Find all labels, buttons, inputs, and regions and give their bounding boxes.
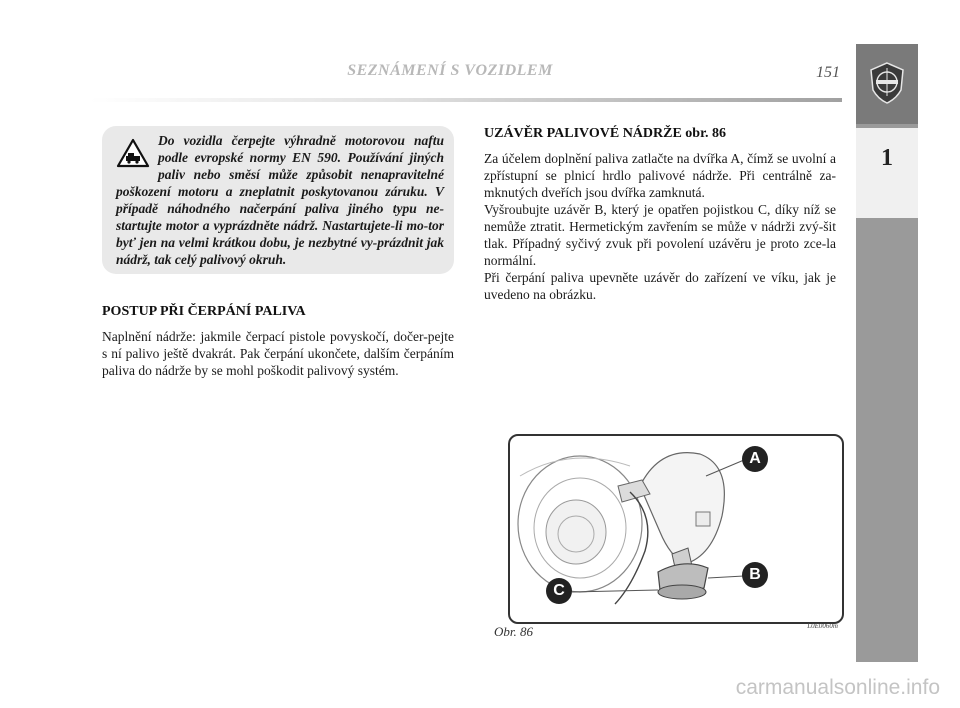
page-number: 151 (816, 64, 840, 81)
page-header-title: SEZNÁMENÍ S VOZIDLEM (347, 62, 553, 79)
watermark: carmanualsonline.info (735, 676, 940, 699)
refuelling-procedure-title: POSTUP PŘI ČERPÁNÍ PALIVA (102, 304, 306, 319)
refuelling-procedure-text: Naplnění nádrže: jakmile čerpací pistole povyskočí, dočer-pejte s ní palivo ještě dvakrát. Pak čerpání ukončete, dalším čerpáním paliva do nádrže by se mohl poškodit palivový systém. (102, 329, 454, 378)
chapter-number: 1 (856, 128, 918, 218)
warning-box (102, 126, 454, 274)
header-divider (90, 98, 842, 102)
label-b: B (749, 566, 761, 583)
warning-text: Do vozidla čerpejte výhradně motorovou naftu podle evropské normy EN 590. Používání jiných paliv nebo směsí může způsobit nenapravitelné poškození motoru a zneplatnit poskytovanou záruku. V případě náhodného načerpání paliva jiného typu ne-startujte motor a vyprázdněte nádrž. Nastartujete-li mo-tor byť jen na velmi krátkou dobu, je nezbytné vy-prázdnit jak nádrž, tak celý palivový okruh. (116, 133, 444, 267)
label-a: A (749, 450, 761, 467)
lancia-logo-icon (868, 62, 906, 104)
fuel-cap-paragraph-1: Za účelem doplnění paliva zatlačte na dvířka A, čímž se uvolní a zpřístupní se plnicí hrdlo palivové nádrže. Při centrálně za-mknutých dveřích jsou dvířka zamknutá. (484, 151, 836, 200)
side-tab-logo-area (856, 44, 918, 124)
chapter-side-tab (856, 44, 918, 662)
label-a-marker (742, 446, 768, 472)
fuel-cap-title: UZÁVĚR PALIVOVÉ NÁDRŽE obr. 86 (484, 126, 727, 141)
fuel-cap-paragraph-3: Při čerpání paliva upevněte uzávěr do zařízení ve víku, jak je uvedeno na obrázku. (484, 270, 836, 302)
fuel-cap-illustration (508, 434, 844, 624)
label-c: C (553, 582, 565, 599)
label-c-marker (546, 578, 572, 604)
figure-code: L0E0060m (807, 622, 838, 630)
fuel-cap-paragraph-2: Vyšroubujte uzávěr B, který je opatřen pojistkou C, díky níž se nemůže ztratit. Hermetickým zavřením se může v nádrži zvý-šit tlak. Případný syčivý zvuk při povolení uzávěru je proto zce-la normální. (484, 202, 836, 268)
label-b-marker (742, 562, 768, 588)
figure-caption: Obr. 86 (494, 624, 534, 639)
